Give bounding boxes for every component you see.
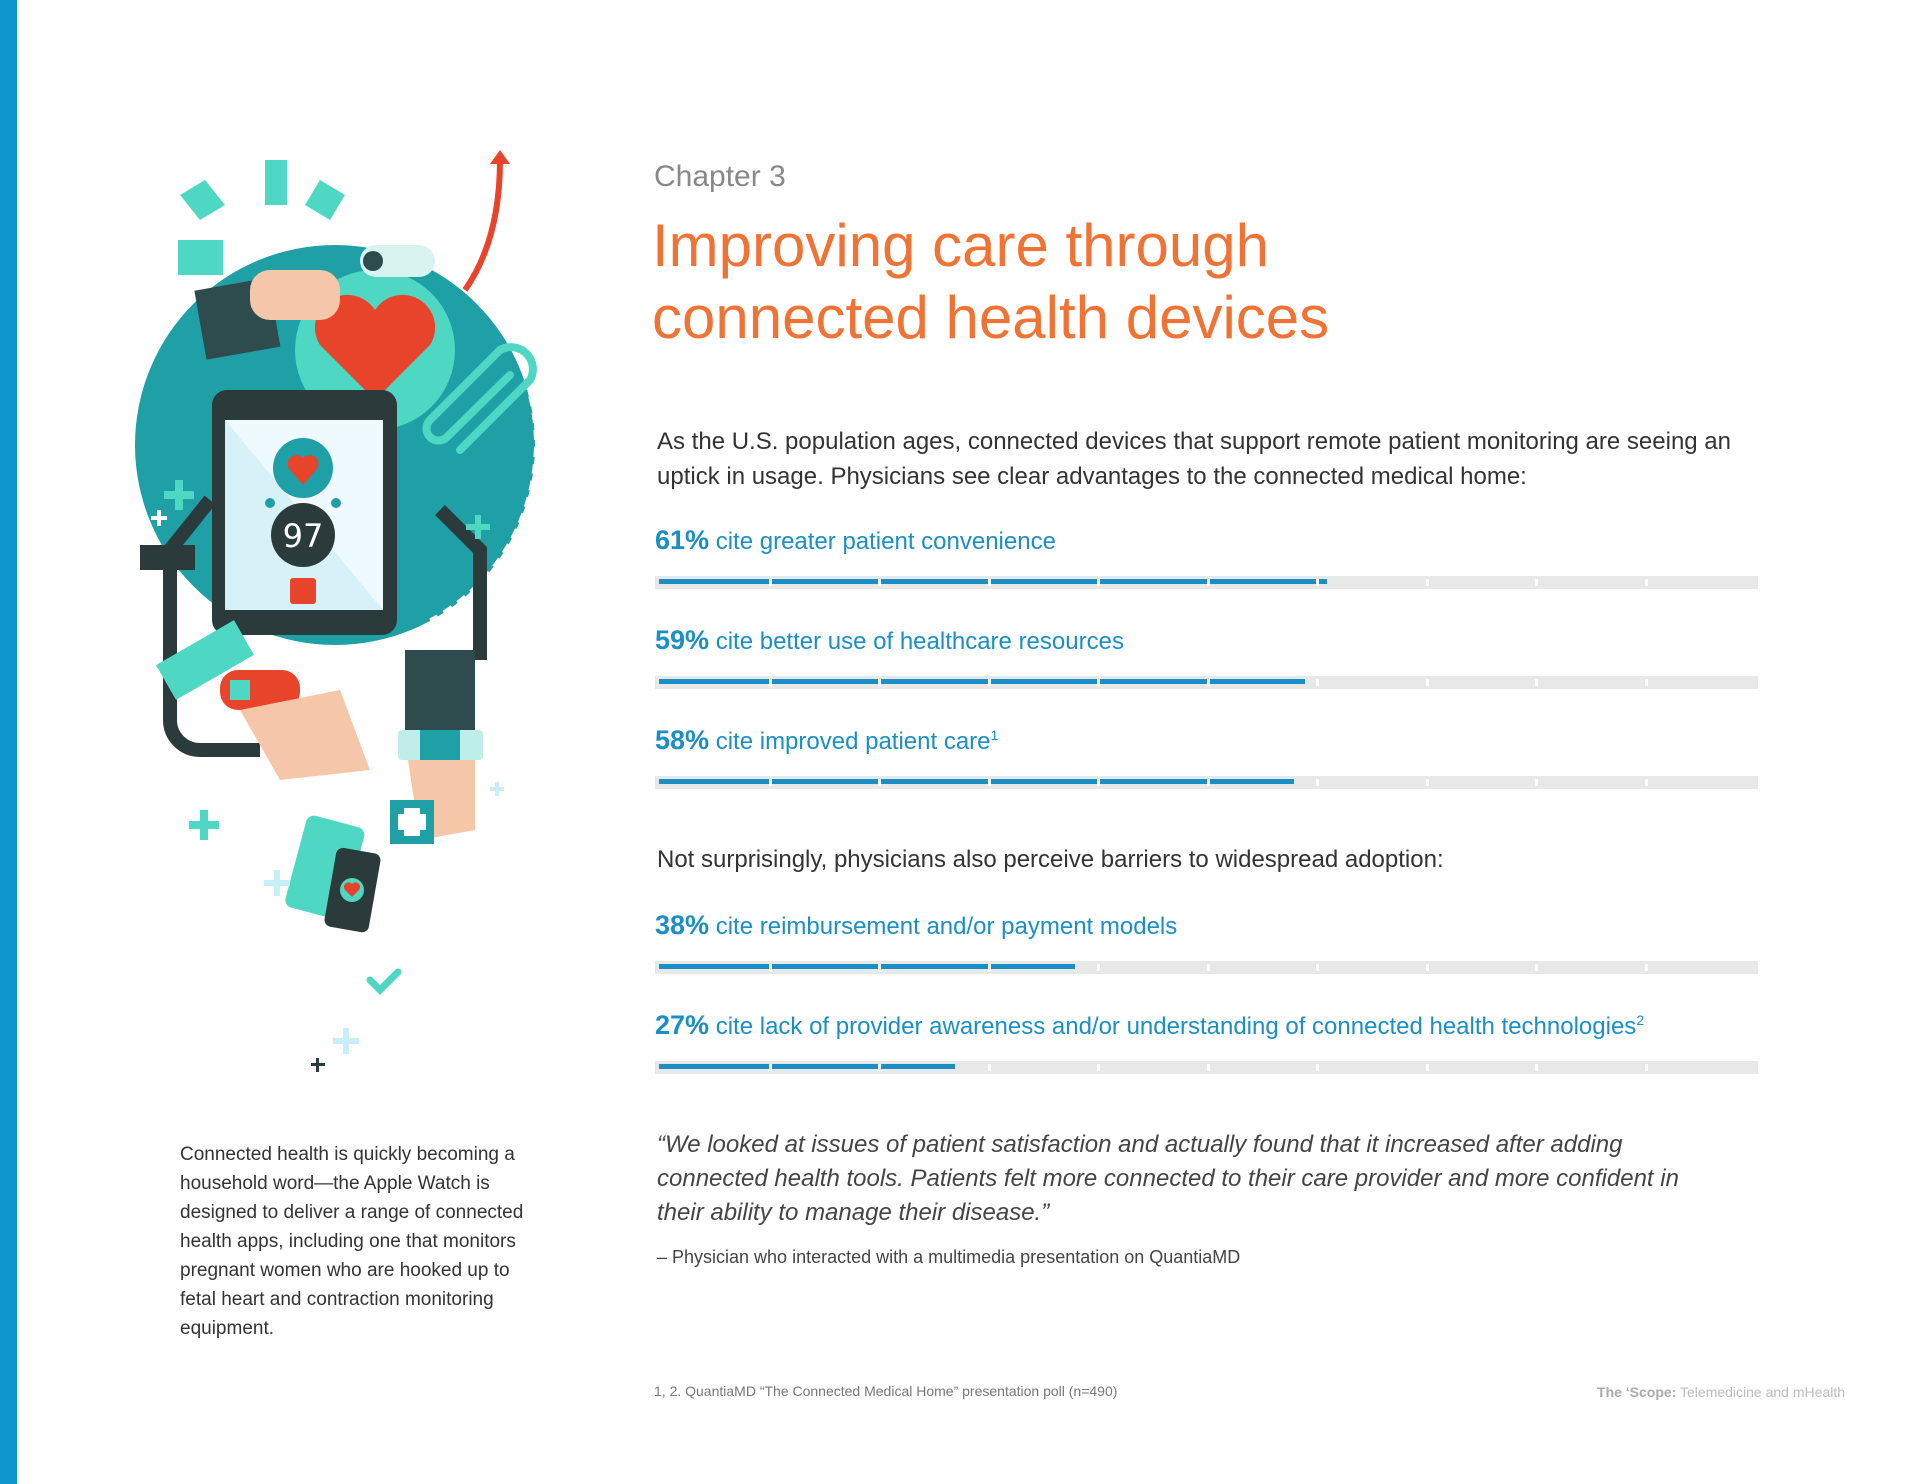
stat-bar-tick [1097,1064,1100,1071]
vital-reading: 97 [282,517,324,555]
stat-percent: 61% [655,525,710,555]
stat-bar-tick [769,779,772,786]
title-line-2: connected health devices [652,284,1330,351]
stat-bar-tick [1097,579,1100,586]
stat-bar-fill [659,579,1327,584]
barriers-intro: Not surprisingly, physicians also perceive barriers to widespread adoption: [657,846,1444,873]
stat-bar-tick [878,964,881,971]
stat-bar-tick [1426,679,1429,686]
stat-bar-tick [1207,964,1210,971]
stat-bar [655,676,1758,689]
stat-bar-tick [1097,779,1100,786]
footnote-marker: 1 [990,727,999,743]
stat-bar-tick [1207,579,1210,586]
stat-bar-tick [1097,964,1100,971]
chapter-label: Chapter 3 [654,160,786,193]
quote-attribution: – Physician who interacted with a multimedia presentation on QuantiaMD [657,1247,1241,1267]
illustration-caption: Connected health is quickly becoming a household word—the Apple Watch is designed to deliver a range of connected health apps, including one that monitors pregnant women who are hooked up to fetal heart and contraction monitoring equipment. [180,1144,524,1339]
stat-bar-tick [1316,779,1319,786]
intro-paragraph: As the U.S. population ages, connected devices that support remote patient monitoring are seeing an uptick in usage. Physicians see clear advantages to the connected medical home: [657,428,1731,490]
footnote: 1, 2. QuantiaMD “The Connected Medical Home” presentation poll (n=490) [654,1383,1118,1399]
stat-bar-tick [769,579,772,586]
stat-bar [655,576,1758,589]
left-accent-bar [0,0,17,1484]
stat-label [655,910,1177,941]
stat-bar [655,961,1758,974]
title-line-1: Improving care through [652,212,1269,279]
stat-bar-tick [988,964,991,971]
stat-text: cite reimbursement and/or payment models [709,913,1178,940]
stat-label [655,625,1124,656]
stat-text: cite improved patient care [709,728,991,755]
footer-topic: Telemedicine and mHealth [1676,1384,1845,1400]
stat-bar-tick [988,1064,991,1071]
stat-bar-tick [1426,579,1429,586]
stat-bar-tick [1316,579,1319,586]
stat-text: cite greater patient convenience [709,528,1056,555]
footer-title [1597,1384,1845,1400]
stat-bar-tick [1426,779,1429,786]
physician-quote: “We looked at issues of patient satisfaction and actually found that it increased after adding connected health tools. Patients felt more connected to their care provider and more confident in their ability to manage their disease.” [657,1131,1679,1226]
checkmark-icon [370,972,398,990]
footnote-marker: 2 [1636,1012,1645,1028]
stat-text: cite lack of provider awareness and/or understanding of connected health technologies [709,1013,1637,1040]
footer-brand: The ‘Scope: [1597,1384,1677,1400]
page-title [652,210,1329,354]
stat-bar [655,1061,1758,1074]
stat-bar-tick [1535,1064,1538,1071]
stat-bar-tick [1316,964,1319,971]
stat-bar-tick [1426,1064,1429,1071]
stat-bar-tick [988,579,991,586]
stat-label [655,525,1056,556]
stat-bar-tick [1535,679,1538,686]
stat-bar [655,776,1758,789]
stat-bar-tick [1645,579,1648,586]
stat-bar-tick [878,1064,881,1071]
stat-bar-tick [1207,1064,1210,1071]
stat-bar-tick [769,679,772,686]
stat-bar-tick [1645,964,1648,971]
stat-percent: 27% [655,1010,710,1040]
stat-bar-tick [1645,1064,1648,1071]
stat-bar-tick [1645,779,1648,786]
stat-label [655,1010,1644,1041]
stat-bar-tick [1535,579,1538,586]
stat-bar-tick [988,679,991,686]
stat-bar-tick [988,779,991,786]
stat-bar-fill [659,1064,955,1069]
stat-bar-tick [1097,679,1100,686]
stat-bar-tick [1207,779,1210,786]
stat-label [655,725,998,756]
stat-bar-tick [769,1064,772,1071]
trend-arrow-icon [465,160,500,290]
stat-bar-tick [878,679,881,686]
stat-bar-tick [878,779,881,786]
stat-bar-tick [878,579,881,586]
stat-bar-fill [659,779,1294,784]
stat-bar-tick [1535,779,1538,786]
stat-bar-tick [1426,964,1429,971]
stat-bar-fill [659,964,1075,969]
connected-health-illustration [130,150,590,1080]
stat-bar-tick [1316,679,1319,686]
stat-bar-tick [1645,679,1648,686]
stat-text: cite better use of healthcare resources [709,628,1124,655]
stat-bar-tick [1535,964,1538,971]
stat-bar-tick [769,964,772,971]
stat-percent: 59% [655,625,710,655]
stat-bar-tick [1316,1064,1319,1071]
stat-bar-tick [1207,679,1210,686]
stat-percent: 58% [655,725,710,755]
stat-percent: 38% [655,910,710,940]
